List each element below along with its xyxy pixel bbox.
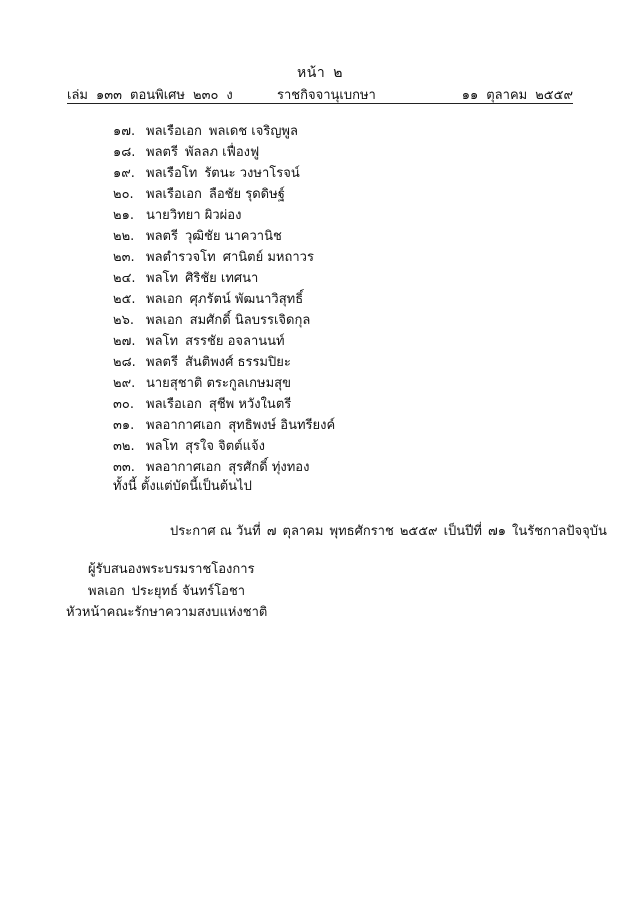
list-item-number: ๒๕. <box>113 292 136 307</box>
proclamation-era: พุทธศักราช <box>329 524 394 539</box>
list-item-number: ๒๗. <box>113 334 136 349</box>
header-volume-section <box>67 84 233 105</box>
list-item <box>113 310 335 331</box>
list-item-name: ศานิตย์ มหถาวร <box>222 250 314 265</box>
section-letter: ง <box>226 88 233 103</box>
list-item-rank: พลโท <box>146 271 179 286</box>
header-rule <box>67 103 573 104</box>
list-item-rank: พลอากาศเอก <box>146 460 222 475</box>
proclamation-year: ๒๕๕๙ <box>399 524 438 539</box>
header-date-year: ๒๕๕๙ <box>535 88 573 103</box>
header-date-month: ตุลาคม <box>486 88 528 103</box>
list-item-name: สมศักดิ์ นิลบรรเจิดกุล <box>189 313 311 328</box>
list-item-rank: พลตรี <box>146 355 178 370</box>
list-item-name: สันติพงศ์ ธรรมปิยะ <box>184 355 291 370</box>
list-item-number: ๒๘. <box>113 355 136 370</box>
list-item-number: ๒๓. <box>113 250 135 265</box>
list-item <box>113 415 335 436</box>
list-item <box>113 121 335 142</box>
list-item-name: ลือชัย รุดดิษฐ์ <box>208 187 285 202</box>
list-item-number: ๒๒. <box>113 229 135 244</box>
list-item-number: ๑๗. <box>113 124 136 139</box>
list-item-rank: พลเรือเอก <box>146 124 202 139</box>
list-item <box>113 205 335 226</box>
proclamation-month: ตุลาคม <box>282 524 324 539</box>
header-date-day: ๑๑ <box>461 88 479 103</box>
proclamation-reign-prefix: เป็นปีที่ <box>443 524 482 539</box>
list-item-rank: พลเอก <box>146 292 183 307</box>
signatory-full-name: ประยุทธ์ จันทร์โอชา <box>131 584 246 599</box>
countersign-label: ผู้รับสนองพระบรมราชโองการ <box>88 562 255 577</box>
list-item-name: ศุภรัตน์ พัฒนาวิสุทธิ์ <box>189 292 304 307</box>
list-item-number: ๒๙. <box>113 376 136 391</box>
volume-number: ๑๓๓ <box>95 88 123 103</box>
page-number-value: ๒ <box>333 65 343 81</box>
list-item <box>113 352 335 373</box>
list-item-rank: พลตำรวจโท <box>146 250 216 265</box>
list-item-name: สุรศักดิ์ ทุ่งทอง <box>228 460 310 475</box>
proclamation-day: ๗ <box>266 524 277 539</box>
gazette-name: ราชกิจจานุเบกษา <box>277 88 376 103</box>
list-item-number: ๓๑. <box>113 418 135 433</box>
signatory-rank: พลเอก <box>88 584 125 599</box>
list-item-number: ๒๑. <box>113 208 134 223</box>
list-item-name: สุชาติ ตระกูลเกษมสุข <box>169 376 291 391</box>
list-item <box>113 289 335 310</box>
list-item-name: สุชีพ หวังในตรี <box>208 397 292 412</box>
list-item <box>113 226 335 247</box>
list-item-name: สุรใจ จิตต์แจ้ง <box>185 439 265 454</box>
gazette-header <box>67 84 573 104</box>
list-item-number: ๓๒. <box>113 439 135 454</box>
effective-statement: ทั้งนี้ ตั้งแต่บัดนี้เป็นต้นไป <box>113 479 252 494</box>
list-item-number: ๓๐. <box>113 397 134 412</box>
list-item-name: พัลลภ เฟื่องฟู <box>184 145 260 160</box>
list-item-name: สุทธิพงษ์ อินทรียงค์ <box>228 418 336 433</box>
list-item-rank: พลตรี <box>146 229 178 244</box>
list-item-rank: พลเอก <box>146 313 183 328</box>
list-item-number: ๒๖. <box>113 313 134 328</box>
proclamation-line <box>170 520 607 541</box>
list-item-name: วิทยา ผิวผ่อง <box>169 208 242 223</box>
list-item-rank: นาย <box>146 376 170 391</box>
list-item-number: ๒๐. <box>113 187 134 202</box>
list-item <box>113 268 335 289</box>
list-item-rank: พลอากาศเอก <box>146 418 222 433</box>
list-item-rank: พลเรือเอก <box>146 187 202 202</box>
list-item-rank: พลเรือเอก <box>146 397 202 412</box>
list-item-number: ๒๔. <box>113 271 136 286</box>
list-item-number: ๓๓. <box>113 460 135 475</box>
list-item <box>113 247 335 268</box>
proclamation-prefix: ประกาศ ณ วันที่ <box>170 524 261 539</box>
proclamation-reign-suffix: ในรัชกาลปัจจุบัน <box>512 524 607 539</box>
list-item-number: ๑๘. <box>113 145 136 160</box>
volume-label: เล่ม <box>67 88 88 103</box>
list-item <box>113 436 335 457</box>
section-number: ๒๓๐ <box>193 88 219 103</box>
list-item-name: พลเดช เจริญพูล <box>208 124 298 139</box>
page-number <box>0 62 640 84</box>
list-item-number: ๑๙. <box>113 166 135 181</box>
list-item <box>113 184 335 205</box>
page-number-label: หน้า <box>297 65 326 81</box>
appointee-list <box>113 121 335 478</box>
list-item-name: ศิริชัย เทศนา <box>185 271 259 286</box>
list-item-name: สรรชัย อจลานนท์ <box>185 334 285 349</box>
signatory-position: หัวหน้าคณะรักษาความสงบแห่งชาติ <box>66 605 268 620</box>
list-item-rank: พลเรือโท <box>146 166 198 181</box>
list-item <box>113 373 335 394</box>
list-item <box>113 163 335 184</box>
list-item-rank: นาย <box>146 208 170 223</box>
list-item-rank: พลโท <box>146 334 179 349</box>
signatory-name <box>88 580 245 601</box>
list-item-name: วุฒิชัย นาควานิช <box>184 229 282 244</box>
list-item <box>113 394 335 415</box>
list-item-name: รัตนะ วงษาโรจน์ <box>204 166 300 181</box>
list-item <box>113 331 335 352</box>
proclamation-reign-year: ๗๑ <box>488 524 507 539</box>
list-item-rank: พลตรี <box>146 145 178 160</box>
header-date <box>462 84 573 105</box>
section-label: ตอนพิเศษ <box>130 88 185 103</box>
list-item <box>113 142 335 163</box>
list-item-rank: พลโท <box>146 439 179 454</box>
